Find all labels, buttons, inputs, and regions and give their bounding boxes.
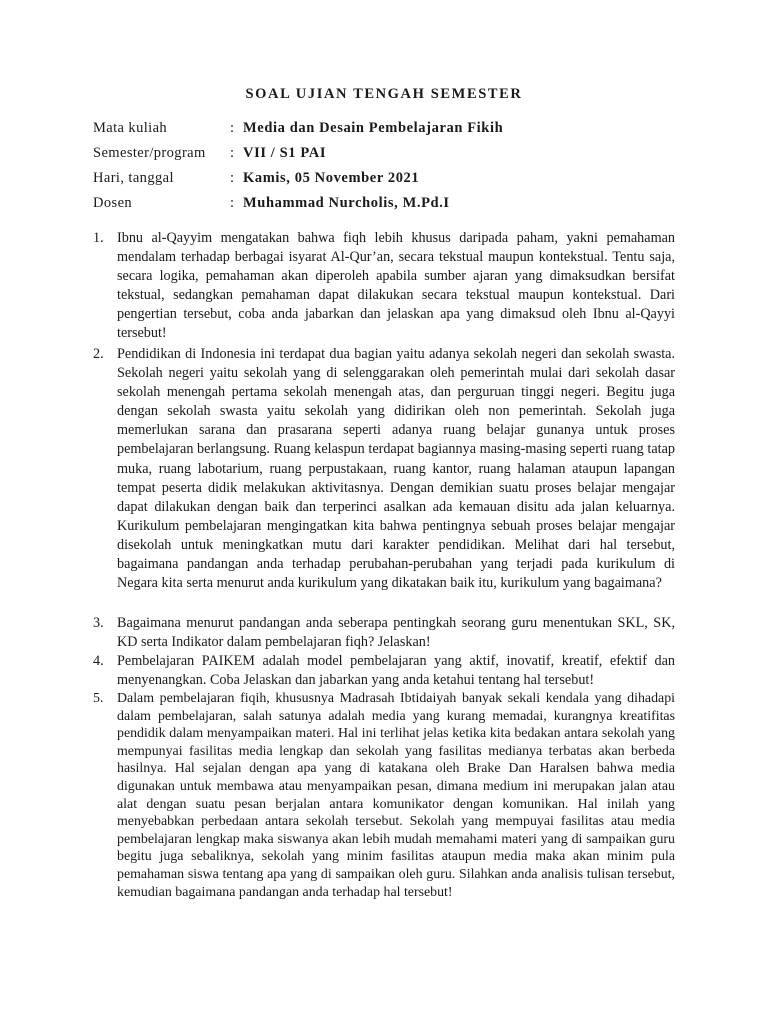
question-item (93, 690, 675, 901)
info-row-semester (93, 141, 693, 166)
exam-info (93, 116, 693, 216)
question-item (93, 614, 675, 652)
info-label: Dosen (93, 195, 133, 211)
document-title: SOAL UJIAN TENGAH SEMESTER (245, 86, 523, 102)
info-label: Mata kuliah (93, 120, 168, 136)
info-value: VII / S1 PAI (243, 145, 327, 161)
question-number: 1. (93, 230, 104, 246)
info-value: Media dan Desain Pembelajaran Fikih (243, 120, 504, 136)
question-item (93, 229, 675, 344)
info-value: Muhammad Nurcholis, M.Pd.I (243, 195, 450, 211)
question-text: Pendidikan di Indonesia ini terdapat dua bagian yaitu adanya sekolah negeri dan sekolah swasta. Sekolah negeri yaitu sekolah yang di selenggarakan oleh pemerintah mulai dari sekolah dasar sekolah menengah pertama sekolah menengah atas, dan perguruan tinggi negeri. Begitu juga dengan sekolah swasta yaitu sekolah yang didirikan oleh non pemerintah. Sekolah juga memerlukan sarana dan prasarana seperti adanya ruang belajar gunanya untuk proses pembelajaran berlangsung. Ruang kelaspun terdapat bagiannya masing-masing seperti ruang tatap muka, ruang labotarium, ruang perpustakaan, ruang kantor, ruang halaman ataupun lapangan tempat peserta didik melakukan aktivitasnya. Dengan demikian suatu proses belajar mengajar dapat dilakukan dengan baik dan terperinci asalkan ada kemauan disitu ada jalan keluarnya. Kurikulum pembelajaran mengingatkan kita bahwa pentingnya sebuah proses belajar mengajar disekolah untuk meningkatkan mutu dari karakter pendidikan. Melihat dari hal tersebut, bagaimana pandangan anda terhadap perubahan-perubahan yang terjadi pada kurikulum di Negara kita serta menurut anda kurikulum yang dikatakan baik itu, kurikulum yang bagaimana? (117, 346, 675, 592)
info-label: Hari, tanggal (93, 170, 174, 186)
question-number: 5. (93, 691, 104, 706)
question-item (93, 652, 675, 690)
info-row-date (93, 166, 693, 191)
info-colon: : (230, 145, 235, 161)
question-text: Bagaimana menurut pandangan anda seberapa pentingkah seorang guru menentukan SKL, SK, KD serta Indikator dalam pembelajaran fiqh? Jelaskan! (117, 615, 675, 651)
info-colon: : (230, 120, 235, 136)
info-value: Kamis, 05 November 2021 (243, 170, 420, 186)
question-number: 3. (93, 615, 104, 631)
question-text: Pembelajaran PAIKEM adalah model pembelajaran yang aktif, inovatif, kreatif, efektif dan menyenangkan. Coba Jelaskan dan jabarkan yang anda ketahui tentang hal tersebut! (117, 653, 675, 689)
info-colon: : (230, 195, 235, 211)
question-text: Dalam pembelajaran fiqih, khususnya Madrasah Ibtidaiyah banyak sekali kendala yang dihadapi dalam pembelajaran, salah satunya adalah media yang kurang memadai, kurangnya kreatifitas pendidik dalam menyampaikan materi. Hal ini terlihat jelas ketika kita bedakan antara sekolah yang mempunyai fasilitas media lengkap dan sekolah yang fasilitas medianya terbatas akan berbeda hasilnya. Hal sejalan dengan apa yang di katakana oleh Brake Dan Haralsen bahwa media digunakan untuk membawa atau menyampaikan pesan, dimana medium ini merupakan jalan atau alat dengan suatu pesan berjalan antara komunikator dengan komunikan. Hal inilah yang menyebabkan perbedaan antara sekolah tersebut. Sekolah yang mempuyai fasilitas atau media pembelajaran lengkap maka siswanya akan lebih mudah memahami materi yang di sampaikan guru begitu juga sebaliknya, sekolah yang minim fasilitas ataupun media maka akan minim pula pemahaman siswa tentang apa yang di sampaikan oleh guru. Silahkan anda analisis tulisan tersebut, kemudian bagaimana pandangan anda terhadap hal tersebut! (117, 691, 675, 900)
info-row-lecturer (93, 191, 693, 216)
info-label: Semester/program (93, 145, 206, 161)
question-number: 4. (93, 653, 104, 669)
question-item (93, 345, 675, 593)
info-colon: : (230, 170, 235, 186)
question-text: Ibnu al-Qayyim mengatakan bahwa fiqh lebih khusus daripada paham, yakni pemahaman mendalam terhadap berbagai isyarat Al-Qur’an, secara tekstual maupun kontekstual. Tentu saja, secara logika, pemahaman akan diperoleh apabila sumber ajaran yang dimaksudkan bersifat tekstual, sedangkan pemahaman dapat dilakukan secara tekstual maupun kontekstual. Dari pengertian tersebut, coba anda jabarkan dan jelaskan apa yang dimaksud oleh Ibnu al-Qayyi tersebut! (117, 230, 675, 342)
question-number: 2. (93, 346, 104, 362)
info-row-course (93, 116, 693, 141)
